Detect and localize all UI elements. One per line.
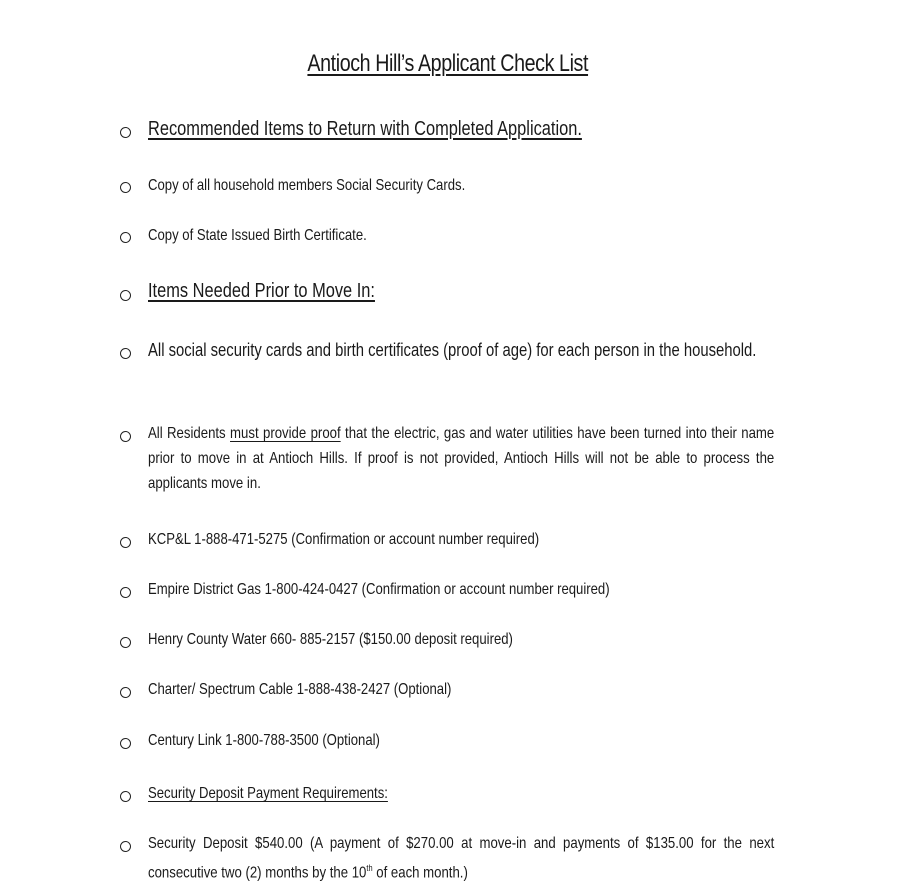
list-item-text: Copy of all household members Social Security Cards.	[148, 177, 466, 194]
must-provide-proof: must provide proof	[230, 425, 341, 442]
list-item-text: All Residents must provide proof that the electric, gas and water utilities have been turned into their name prior to move in at Antioch Hills. If proof is not provided, Antioch Hills will not be able to process the applicants move in.	[148, 425, 775, 492]
list-item-text: KCP&L 1-888-471-5275 (Confirmation or account number required)	[148, 531, 540, 548]
bullet-icon	[120, 290, 131, 301]
list-item-text: Security Deposit $540.00 (A payment of $270.00 at move-in and payments of $135.00 for the next consecutive two (2) months by the 10th of each month.)	[148, 835, 775, 882]
bullet-icon	[120, 687, 131, 698]
list-item-text: Charter/ Spectrum Cable 1-888-438-2427 (Optional)	[148, 681, 452, 698]
bullet-icon	[120, 232, 131, 243]
list-item-text: Henry County Water 660- 885-2157 ($150.00 deposit required)	[148, 631, 513, 648]
bullet-icon	[120, 348, 131, 359]
bullet-icon	[120, 738, 131, 749]
bullet-icon	[120, 537, 131, 548]
list-item-text: Copy of State Issued Birth Certificate.	[148, 227, 367, 244]
recommended-heading: Recommended Items to Return with Completed Application.	[148, 118, 582, 140]
page-title: Antioch Hill’s Applicant Check List	[307, 50, 589, 77]
bullet-icon	[120, 127, 131, 138]
bullet-icon	[120, 791, 131, 802]
list-item-text: Century Link 1-800-788-3500 (Optional)	[148, 732, 380, 749]
bullet-icon	[120, 841, 131, 852]
deposit-heading: Security Deposit Payment Requirements:	[148, 785, 388, 802]
list-item-text: Empire District Gas 1-800-424-0427 (Confirmation or account number required)	[148, 581, 610, 598]
prior-heading: Items Needed Prior to Move In:	[148, 280, 375, 302]
bullet-icon	[120, 431, 131, 442]
bullet-icon	[120, 587, 131, 598]
bullet-icon	[120, 637, 131, 648]
list-item-text: All social security cards and birth certificates (proof of age) for each person in the household.	[148, 340, 757, 360]
bullet-icon	[120, 182, 131, 193]
